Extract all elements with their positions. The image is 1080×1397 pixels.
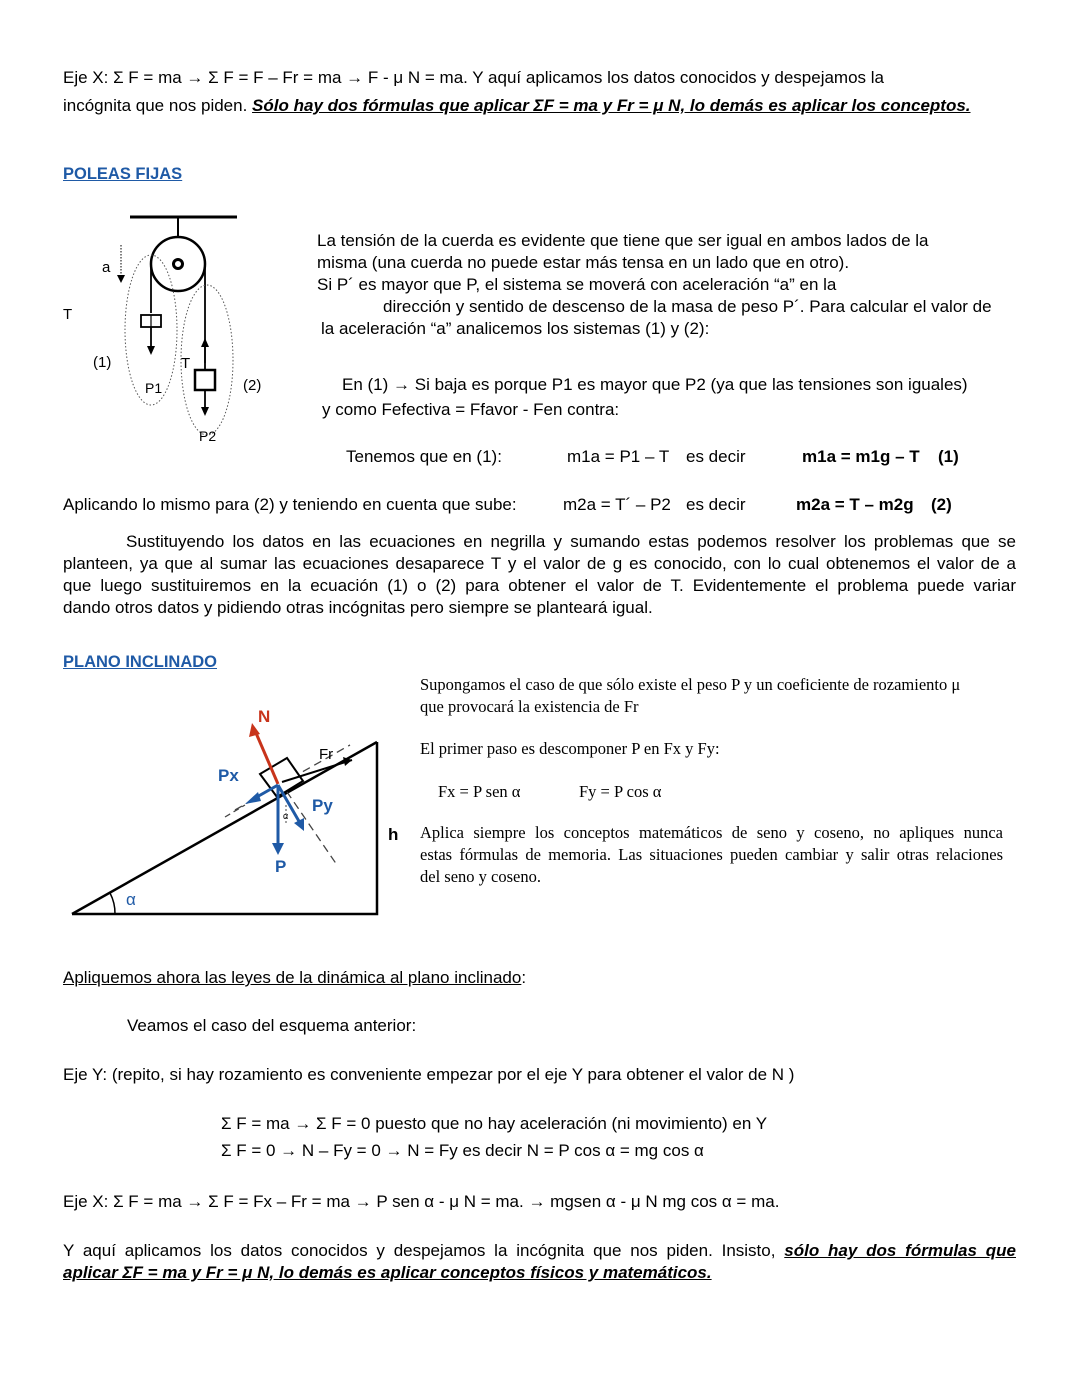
label-alpha: α bbox=[126, 890, 136, 909]
poleas-line: La tensión de la cuerda es evidente que tiene que ser igual en ambos lados de la bbox=[317, 231, 929, 250]
aplica-line: Aplica siempre los conceptos matemáticos de seno y coseno, no apliques nunca bbox=[420, 823, 1003, 842]
label-system-2: (2) bbox=[243, 377, 262, 394]
final-line-1 bbox=[63, 1240, 1016, 1262]
apliquemos-text: Apliquemos ahora las leyes de la dinámica al plano inclinado bbox=[63, 968, 522, 987]
poleas-line: misma (una cuerda no puede estar más tensa en un lado que en otro). bbox=[317, 253, 850, 272]
apliquemos-line: Apliquemos ahora las leyes de la dinámica al plano inclinado: bbox=[63, 968, 527, 987]
poleas-paragraph-1 bbox=[317, 230, 992, 340]
aplica-line: estas fórmulas de memoria. Las situaciones pueden cambiar y salir otras relaciones bbox=[420, 845, 1003, 864]
weight-p2-arrowhead bbox=[201, 407, 209, 416]
para2-line: Sustituyendo los datos en las ecuaciones en negrilla y sumando estas podemos resolver los problemas que se bbox=[126, 532, 1016, 551]
label-fr: Fr bbox=[319, 746, 334, 763]
fefectiva-line: y como Fefectiva = Ffavor - Fen contra: bbox=[322, 400, 620, 419]
weight-arrowhead bbox=[272, 843, 284, 855]
fx-formula: Fx = P sen α bbox=[438, 782, 521, 801]
poleas-paragraph-2 bbox=[63, 531, 1016, 619]
eq1-number: (1) bbox=[938, 447, 959, 466]
label-t-left: T bbox=[63, 306, 73, 323]
eq2-expr: m2a = T´ – P2 bbox=[563, 495, 671, 514]
accel-arrowhead bbox=[117, 275, 125, 283]
pulley-diagram bbox=[55, 205, 295, 455]
pulley-wheel bbox=[151, 237, 205, 291]
weight-p1-arrowhead bbox=[147, 346, 155, 355]
heading-plano-inclinado: PLANO INCLINADO bbox=[63, 653, 217, 671]
eq1-expr: m1a = P1 – T bbox=[567, 447, 670, 466]
eje-y-line: Eje Y: (repito, si hay rozamiento es conveniente empezar por el eje Y para obtener el valor de N ) bbox=[63, 1065, 795, 1084]
para2-line: planteen, ya que al sumar las ecuaciones desaparece T y el valor de g es conocido, con lo cual obtenemos el valor de a bbox=[63, 554, 1016, 573]
final-paragraph bbox=[63, 1240, 1016, 1284]
eq2-number: (2) bbox=[931, 495, 952, 514]
para2-line: dando otros datos y pidiendo otras incógnitas pero siempre se planteará igual. bbox=[63, 598, 653, 617]
label-p1: P1 bbox=[145, 380, 163, 396]
label-py: Py bbox=[312, 796, 333, 815]
fy-formula: Fy = P cos α bbox=[579, 782, 662, 801]
eq1-lead: Tenemos que en (1): bbox=[346, 447, 502, 466]
label-p2: P2 bbox=[199, 428, 217, 444]
eje-x-equation: Eje X: Σ F = ma → Σ F = Fx – Fr = ma → P sen α - μ N = ma. → mgsen α - μ N mg cos α = ma. bbox=[63, 1192, 780, 1211]
poleas-line: la aceleración “a” analicemos los sistemas (1) y (2): bbox=[321, 319, 710, 338]
final-emphasis-1: sólo hay dos fórmulas que bbox=[784, 1241, 1016, 1260]
label-p: P bbox=[275, 857, 287, 876]
plano-serif-line-2: que provocará la existencia de Fr bbox=[420, 697, 639, 716]
final-line-2: aplicar ΣF = ma y Fr = μ N, lo demás es aplicar conceptos físicos y matemáticos. bbox=[63, 1263, 712, 1282]
aplica-line: del seno y coseno. bbox=[420, 867, 541, 886]
plano-serif-line-1: Supongamos el caso de que sólo existe el peso P y un coeficiente de rozamiento μ bbox=[420, 675, 961, 694]
label-system-1: (1) bbox=[93, 354, 112, 371]
intro-emphasis: Sólo hay dos fórmulas que aplicar ΣF = ma y Fr = μ N, lo demás es aplicar los conceptos. bbox=[252, 96, 971, 115]
alpha-arc bbox=[110, 893, 115, 914]
intro-plain: incógnita que nos piden. bbox=[63, 96, 253, 115]
en-1-line: En (1) → Si baja es porque P1 es mayor que P2 (ya que las tensiones son iguales) bbox=[342, 375, 968, 394]
svg-text:α: α bbox=[283, 811, 289, 821]
pulley-axle bbox=[174, 260, 183, 269]
label-n: N bbox=[258, 707, 271, 726]
px-arrowhead bbox=[245, 792, 261, 804]
label-t-mid: T bbox=[181, 355, 191, 372]
eq2-lead: Aplicando lo mismo para (2) y teniendo en cuenta que sube: bbox=[63, 495, 517, 514]
poleas-line: dirección y sentido de descenso de la masa de peso P´. Para calcular el valor de bbox=[383, 297, 992, 316]
eq1-es-decir: es decir bbox=[686, 447, 746, 466]
eje-y-equation-1: Σ F = ma → Σ F = 0 puesto que no hay aceleración (ni movimiento) en Y bbox=[221, 1114, 768, 1133]
plano-serif-line-3: El primer paso es descomponer P en Fx y Fy: bbox=[420, 739, 720, 758]
aplica-paragraph bbox=[420, 822, 1003, 888]
tension-2-arrowhead bbox=[201, 338, 209, 347]
poleas-line: Si P´ es mayor que P, el sistema se moverá con aceleración “a” en la bbox=[317, 275, 837, 294]
final-plain: Y aquí aplicamos los datos conocidos y despejamos la incógnita que nos piden. Insisto, bbox=[63, 1241, 785, 1260]
eq2-bold: m2a = T – m2g bbox=[796, 495, 914, 514]
eje-x-intro-line: Eje X: Σ F = ma → Σ F = F – Fr = ma → F - μ N = ma. Y aquí aplicamos los datos conocidos y despejamos la bbox=[63, 68, 885, 87]
label-a: a bbox=[102, 259, 111, 276]
para2-line: que luego sustituiremos en la ecuación (1) o (2) para obtener el valor de T. Evidentemente el problema puede variar bbox=[63, 576, 1016, 595]
eq2-es-decir: es decir bbox=[686, 495, 746, 514]
intro-line-2 bbox=[63, 95, 971, 117]
mass-2-block bbox=[195, 370, 215, 390]
label-h: h bbox=[388, 825, 399, 844]
heading-poleas-fijas: POLEAS FIJAS bbox=[63, 165, 183, 183]
veamos-line: Veamos el caso del esquema anterior: bbox=[127, 1016, 417, 1035]
incline-diagram bbox=[60, 695, 405, 925]
eje-y-equation-2: Σ F = 0 → N – Fy = 0 → N = Fy es decir N = P cos α = mg cos α bbox=[221, 1141, 704, 1160]
label-px: Px bbox=[218, 766, 239, 785]
x-axis-dashed-low bbox=[225, 805, 245, 817]
eq1-bold: m1a = m1g – T bbox=[802, 447, 920, 466]
